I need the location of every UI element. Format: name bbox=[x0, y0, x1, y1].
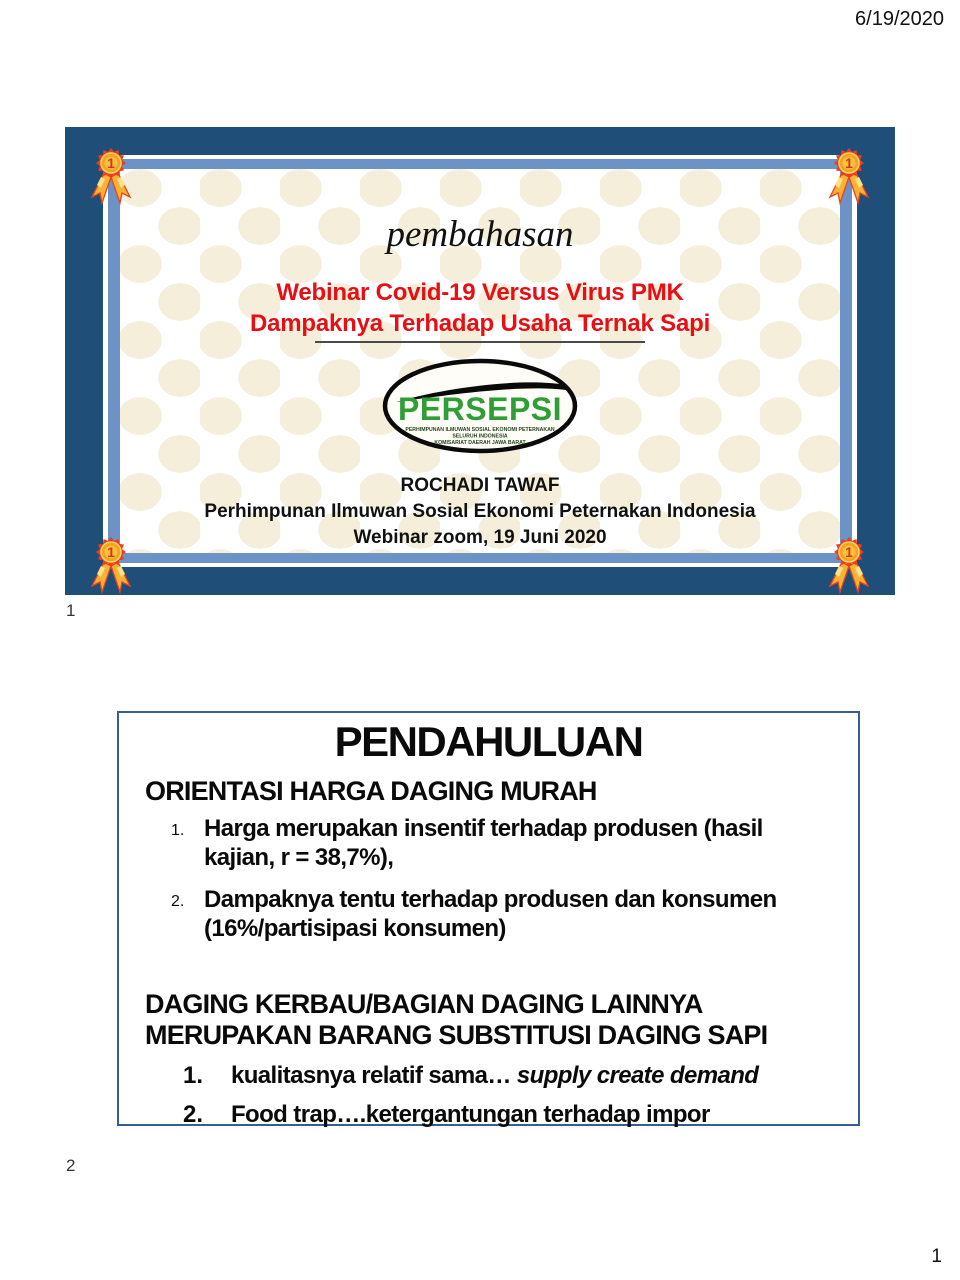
ribbon-number: 1 bbox=[845, 155, 853, 171]
slide1-event: Webinar zoom, 19 Juni 2020 bbox=[353, 527, 607, 548]
award-ribbon-icon bbox=[827, 536, 871, 598]
section2-heading bbox=[145, 989, 858, 1049]
page-number: 1 bbox=[931, 1246, 942, 1267]
slide1-number: 1 bbox=[66, 601, 76, 620]
list-item-number: 2. bbox=[171, 892, 185, 910]
slide1-subtitle-line2: Dampaknya Terhadap Usaha Ternak Sapi bbox=[249, 310, 711, 337]
slide1-organization: Perhimpunan Ilmuwan Sosial Ekonomi Peternakan Indonesia bbox=[204, 501, 756, 522]
list-item-text: Food trap….ketergantungan terhadap impor bbox=[231, 1100, 710, 1128]
ribbon-number: 1 bbox=[845, 544, 853, 560]
section1-list bbox=[119, 815, 858, 943]
slide2-number: 2 bbox=[66, 1156, 76, 1175]
slide1-title: pembahasan bbox=[386, 214, 574, 255]
subtitle-underline bbox=[315, 341, 645, 343]
section1-heading: ORIENTASI HARGA DAGING MURAH bbox=[145, 776, 597, 806]
list-item-number: 2. bbox=[183, 1100, 204, 1128]
award-ribbon-icon bbox=[89, 147, 133, 209]
slide1-author: ROCHADI TAWAF bbox=[400, 475, 560, 496]
slide2-title: PENDAHULUAN bbox=[334, 718, 643, 765]
list-item-number: 1. bbox=[171, 822, 185, 840]
award-ribbon-icon bbox=[89, 536, 133, 598]
section2-heading-line1: DAGING KERBAU/BAGIAN DAGING LAINNYA bbox=[145, 989, 703, 1020]
slide1-title-slide bbox=[65, 127, 895, 595]
persepsi-logo bbox=[380, 357, 580, 455]
slide1-content-area bbox=[120, 169, 840, 553]
header-date: 6/19/2020 bbox=[855, 8, 944, 30]
logo-subtext-2: SELURUH INDONESIA bbox=[452, 433, 508, 440]
list-item-text: Dampaknya tentu terhadap produsen dan konsumen (16%/partisipasi konsumen) bbox=[204, 885, 777, 942]
section2-list bbox=[119, 1062, 858, 1130]
slide1-subtitle-line1: Webinar Covid-19 Versus Virus PMK bbox=[276, 279, 684, 306]
ribbon-number: 1 bbox=[107, 155, 115, 171]
logo-subtext-3: KOMISARIAT DAERAH JAWA BARAT bbox=[434, 440, 526, 446]
list-item-text: kualitasnya relatif sama… supply create demand bbox=[231, 1061, 759, 1089]
logo-text: PERSEPSI bbox=[397, 391, 563, 427]
list-item bbox=[119, 886, 858, 944]
list-item bbox=[119, 1101, 858, 1130]
list-item bbox=[119, 1062, 858, 1091]
award-ribbon-icon bbox=[827, 147, 871, 209]
list-item-text: Harga merupakan insentif terhadap produsen (hasil kajian, r = 38,7%), bbox=[204, 815, 763, 872]
ribbon-number: 1 bbox=[107, 544, 115, 560]
slide2-pendahuluan bbox=[117, 711, 860, 1126]
section2-heading-line2: MERUPAKAN BARANG SUBSTITUSI DAGING SAPI bbox=[145, 1019, 768, 1050]
logo-subtext-1: PERHIMPUNAN ILMUWAN SOSIAL EKONOMI PETERNAKAN bbox=[405, 427, 555, 433]
list-item-number: 1. bbox=[183, 1061, 204, 1089]
list-item-italic-text: supply create demand bbox=[516, 1061, 759, 1089]
list-item bbox=[119, 815, 858, 873]
